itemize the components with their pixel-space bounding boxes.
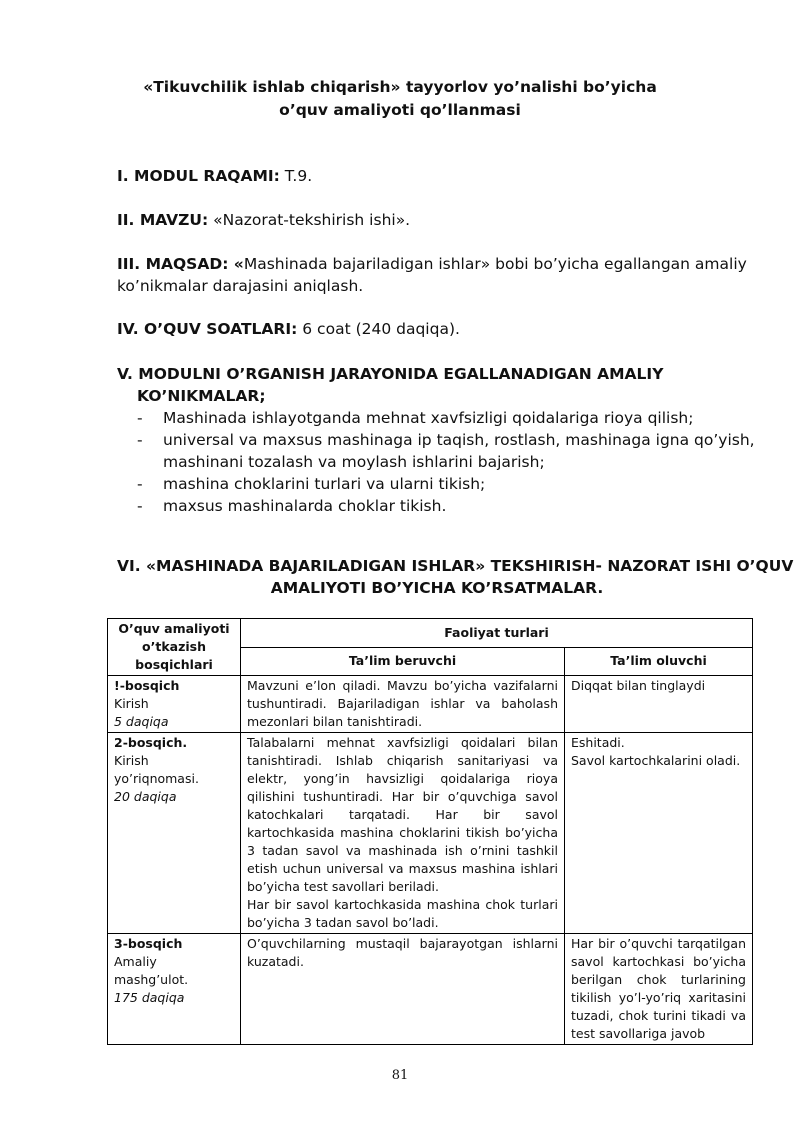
header-activity: Faoliyat turlari [241,619,753,648]
stage-name: 3-bosqich [114,936,183,951]
soatlar-value: 6 coat (240 daqiqa). [297,320,460,338]
title-line-2: o’quv amaliyoti qo’llanmasi [279,101,521,119]
konikmalar-heading-line-1: V. MODULNI O’RGANISH JARAYONIDA EGALLANADIGAN AMALIY [117,365,664,383]
mavzu-label: II. MAVZU: [117,211,209,229]
list-item: - mashina choklarini turlari va ularni tikish; [137,475,486,493]
modul-raqami-label: I. MODUL RAQAMI: [117,167,280,185]
dash-bullet-icon: - [137,409,143,427]
list-item: - Mashinada ishlayotganda mehnat xavfsizligi qoidalariga rioya qilish; [137,409,694,427]
dash-bullet-icon: - [137,431,143,449]
title-line-1: «Tikuvchilik ishlab chiqarish» tayyorlov yo’nalishi bo’yicha [143,78,657,96]
section-modul-raqami [117,165,757,187]
mavzu-value: «Nazorat-tekshirish ishi». [208,211,411,229]
student-cell: Eshitadi. Savol kartochkalarini oladi. [565,733,753,934]
stage-name: !-bosqich [114,678,180,693]
table-row [108,934,753,1045]
stage-title: Kirish [114,753,149,768]
section-maqsad [117,253,757,297]
konikmalar-heading-line-2: KO’NIKMALAR; [137,387,266,405]
teacher-cell: Talabalarni mehnat xavfsizligi qoidalari bilan tanishtiradi. Ishlab chiqarish sanitariyasi va elektr, yong’in havsizligi qoidalariga rioya qilishini tushuntiradi. Har bir o’quvchiga savol katochkalari tarqatadi. Har bir savol kartochkasida mashina choklarini tikish bo’yicha 3 tadan savol va mashinada ish o’rnini tashkil etish uchun universal va maxsus mashina ishlari bo’yicha test savollari beriladi. Har bir savol kartochkasida mashina chok turlari bo’yicha 3 tadan savol bo’ladi. [241,733,565,934]
stage-duration: 20 daqiqa [114,789,177,804]
stage-cell [108,676,241,733]
maqsad-label: III. MAQSAD: « [117,255,244,273]
stage-duration: 5 daqiqa [114,714,169,729]
stage-duration: 175 daqiqa [114,990,185,1005]
section-korsatmalar-heading [117,555,794,599]
maqsad-value: Mashinada bajariladigan ishlar» bobi bo’yicha egallangan amaliy ko’nikmalar darajasini aniqlash. [117,255,747,295]
teacher-cell: O’quvchilarning mustaqil bajarayotgan ishlarni kuzatadi. [241,934,565,1045]
stage-cell [108,934,241,1045]
stage-cell [108,733,241,934]
activity-table [107,618,753,1045]
section-mavzu [117,209,757,231]
document-title [110,76,690,122]
stage-title: yo’riqnomasi. [114,771,199,786]
header-stage: O’quv amaliyoti o’tkazish bosqichlari [108,619,241,676]
modul-raqami-value: T.9. [279,167,313,185]
section-konikmalar [117,363,757,517]
list-item: - universal va maxsus mashinaga ip taqish, rostlash, mashinaga igna qo’yish, mashinani tozalash va moylash ishlarini bajarish; [137,431,755,471]
table-header-row [108,619,753,648]
table-row [108,733,753,934]
konikmalar-list [117,407,757,517]
header-teacher: Ta’lim beruvchi [241,647,565,676]
soatlar-label: IV. O’QUV SOATLARI: [117,320,298,338]
dash-bullet-icon: - [137,475,143,493]
teacher-cell: Mavzuni e’lon qiladi. Mavzu bo’yicha vazifalarni tushuntiradi. Bajariladigan ishlar va baholash mezonlari bilan tanishtiradi. [241,676,565,733]
korsatmalar-line-2: AMALIYOTI BO’YICHA KO’RSATMALAR. [270,579,604,597]
stage-name: 2-bosqich. [114,735,188,750]
table-row [108,676,753,733]
stage-title: mashg’ulot. [114,972,189,987]
page-number: 81 [391,1068,409,1083]
stage-title: Kirish [114,696,149,711]
student-cell: Har bir o’quvchi tarqatilgan savol kartochkasi bo’yicha berilgan chok turlarining tikilish yo’l-yo’riq xaritasini tuzadi, chok turini tikadi va test savollariga javob [565,934,753,1045]
dash-bullet-icon: - [137,497,143,515]
student-cell: Diqqat bilan tinglaydi [565,676,753,733]
section-oquv-soatlari [117,318,757,340]
korsatmalar-line-1: VI. «MASHINADA BAJARILADIGAN ISHLAR» TEKSHIRISH- NAZORAT ISHI O’QUV [117,557,794,575]
header-student: Ta’lim oluvchi [565,647,753,676]
stage-title: Amaliy [114,954,157,969]
list-item: - maxsus mashinalarda choklar tikish. [137,497,447,515]
